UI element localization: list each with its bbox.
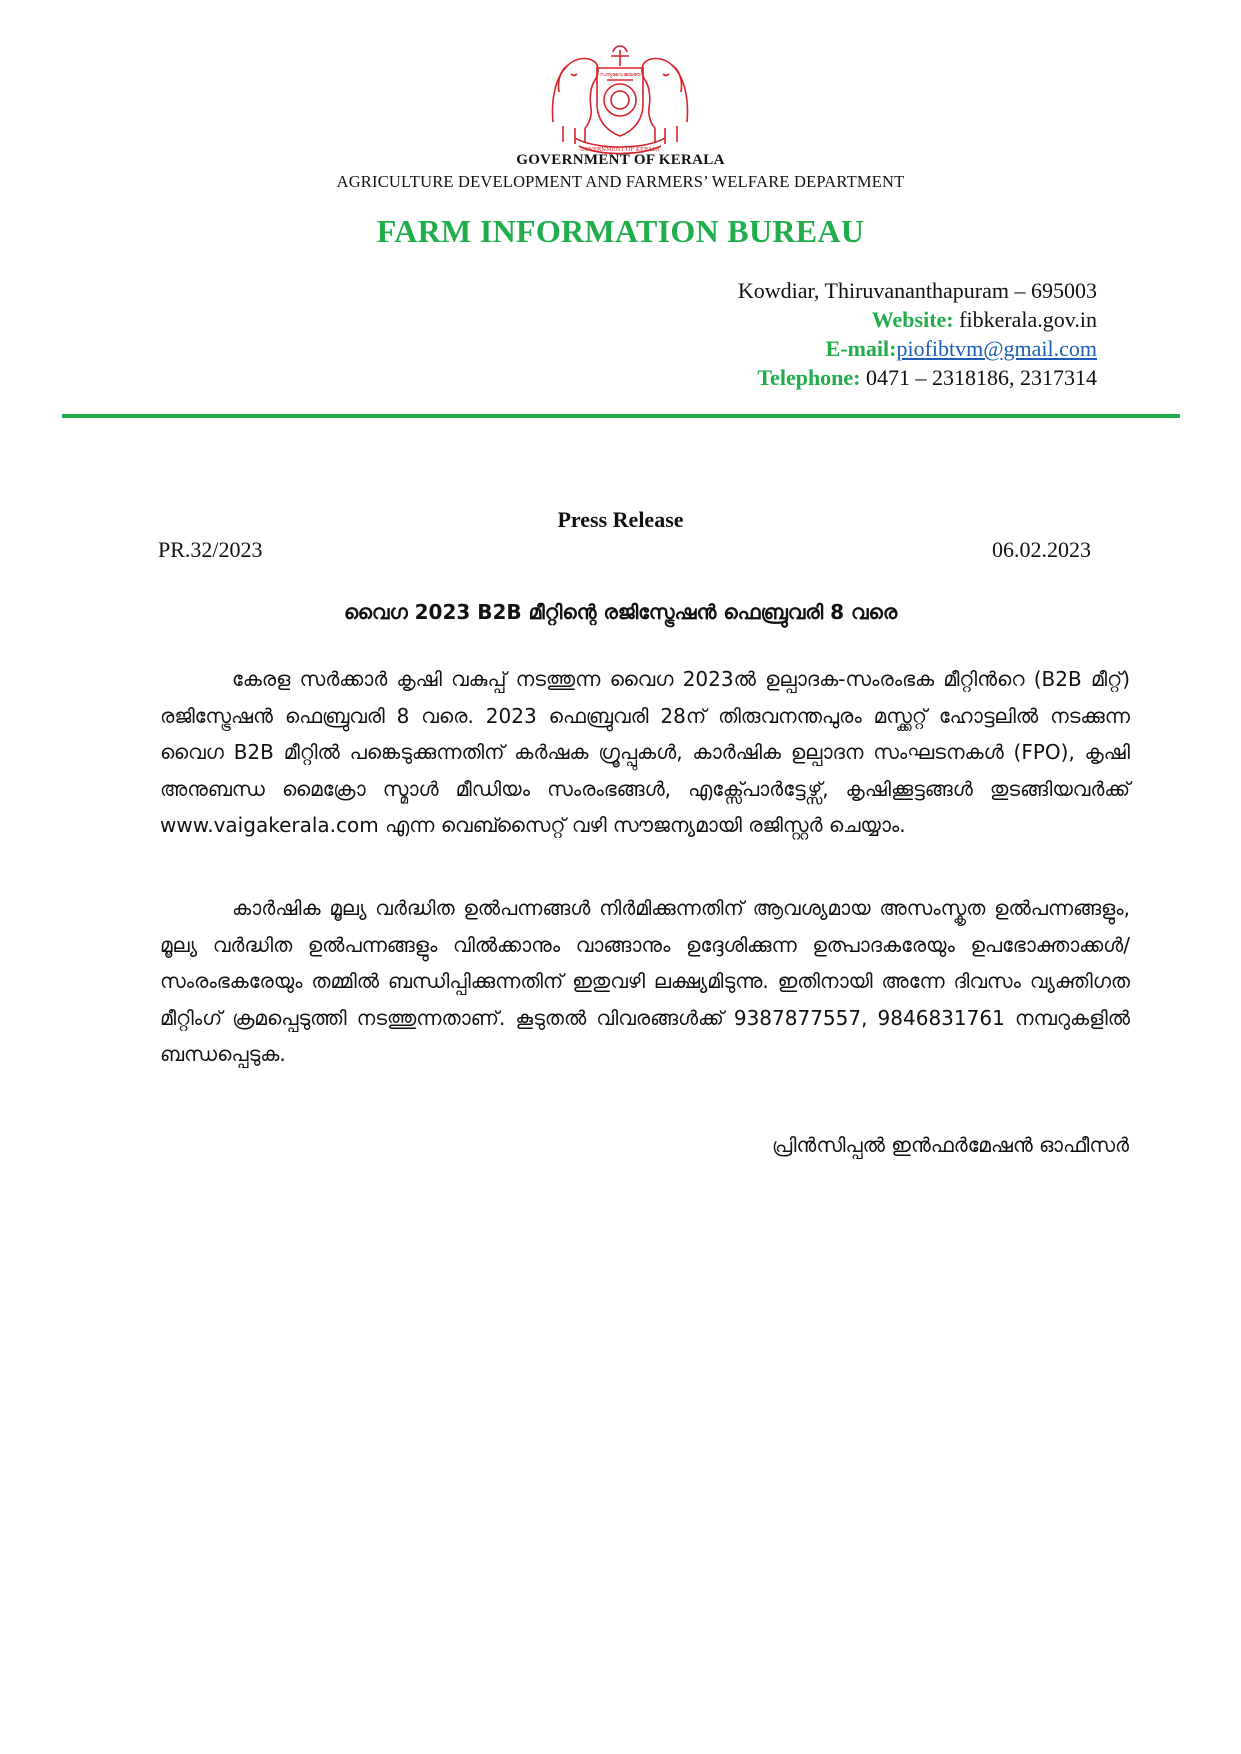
contact-block [738,276,1097,392]
svg-text:GOVERNMENT OF KERALA: GOVERNMENT OF KERALA [580,147,660,153]
email-line [738,334,1097,363]
release-number: PR.32/2023 [158,537,263,562]
email-link[interactable]: piofibtvm@gmail.com [896,336,1097,361]
signature-designation: പ്രിൻസിപ്പൽ ഇൻഫർമേഷൻ ഓഫീസർ [771,1133,1129,1157]
website-value[interactable]: fibkerala.gov.in [953,307,1097,332]
website-label: Website: [871,307,954,332]
government-name: GOVERNMENT OF KERALA [516,152,725,168]
release-headline: വൈഗ 2023 B2B മീറ്റിന്റെ രജിസ്ട്രേഷൻ ഫെബ്രുവരി 8 വരെ [343,600,898,624]
svg-text:സത്യമേവ ജയതേ: സത്യമേവ ജയതേ [599,72,641,78]
press-release-title: Press Release [557,507,684,532]
address-line: Kowdiar, Thiruvananthapuram – 695003 [737,278,1097,303]
email-label: E-mail: [825,336,897,361]
website-line [738,305,1097,334]
telephone-line [738,363,1097,392]
body-paragraph-1: കേരള സർക്കാർ കൃഷി വകുപ്പ് നടത്തുന്ന വൈഗ 2023ൽ ഉല്പാദക-സംരംഭക മീറ്റിൻറെ (B2B മീറ്റ്) രജിസ്ട്രേഷൻ ഫെബ്രുവരി 8 വരെ. 2023 ഫെബ്രുവരി 28ന് തിരുവനന്തപുരം മസ്ക്കറ്റ് ഹോട്ടലിൽ നടക്കുന്ന വൈഗ B2B മീറ്റിൽ പങ്കെടുക്കുന്നതിന് കർഷക ഗ്രൂപ്പുകൾ, കാർഷിക ഉല്പാദന സംഘടനകൾ (FPO), കൃഷി അനുബന്ധ മൈക്രോ സ്മാൾ മീഡിയം സംരംഭങ്ങൾ, എക്സ്പോർട്ടേഴ്സ്, കൃഷിക്കൂട്ടങ്ങൾ തുടങ്ങിയവർക്ക് www.vaigakerala.com എന്ന വെബ്സൈറ്റ് വഴി സൗജന്യമായി രജിസ്റ്റർ ചെയ്യാം. [160,667,1130,837]
body-paragraph-2: കാർഷിക മൂല്യ വർദ്ധിത ഉൽപന്നങ്ങൾ നിർമിക്കുന്നതിന് ആവശ്യമായ അസംസ്കൃത ഉൽപന്നങ്ങളും, മൂല്യ വർദ്ധിത ഉൽപന്നങ്ങളും വിൽക്കാനും വാങ്ങാനും ഉദ്ദേശിക്കുന്ന ഉത്പാദകരേയും ഉപഭോക്താക്കൾ/സംരംഭകരേയും തമ്മിൽ ബന്ധിപ്പിക്കുന്നതിന് ഇതുവഴി ലക്ഷ്യമിടുന്നു. ഇതിനായി അന്നേ ദിവസം വ്യക്തിഗത മീറ്റിംഗ് ക്രമപ്പെടുത്തി നടത്തുന്നതാണ്. കൂടുതൽ വിവരങ്ങൾക്ക് 9387877557, 9846831761 നമ്പറുകളിൽ ബന്ധപ്പെടുക. [160,896,1130,1066]
telephone-label: Telephone: [757,365,861,390]
department-name: AGRICULTURE DEVELOPMENT AND FARMERS’ WELFARE DEPARTMENT [336,172,905,191]
bureau-title: FARM INFORMATION BUREAU [376,213,865,249]
release-date: 06.02.2023 [992,537,1091,562]
kerala-emblem-icon [545,30,695,160]
header-divider [62,414,1180,418]
telephone-value: 0471 – 2318186, 2317314 [860,365,1097,390]
